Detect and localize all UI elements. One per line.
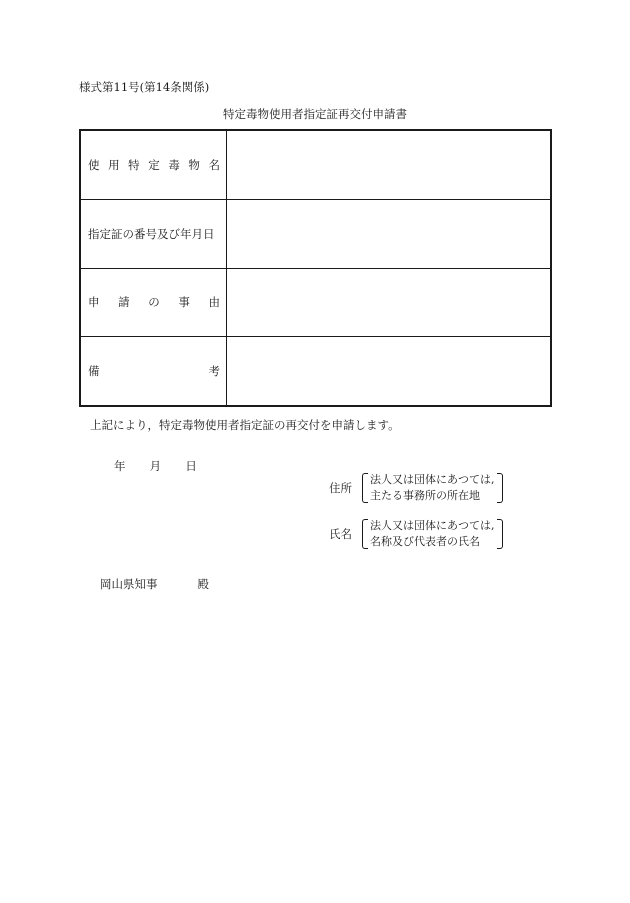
- date-day-label: 日: [185, 459, 197, 473]
- label-char: 用: [108, 157, 120, 172]
- name-note-line1: 法人又は団体にあつては,: [370, 519, 495, 532]
- table-row-poison-name: [81, 131, 550, 200]
- label-char: 備: [88, 364, 100, 379]
- label-char: 請: [118, 295, 130, 310]
- label-char: 使: [88, 157, 100, 172]
- table-row-remarks: [81, 337, 550, 405]
- reason-field[interactable]: [227, 269, 550, 337]
- label-char: 事: [178, 295, 190, 310]
- row-label-remarks: [81, 337, 227, 405]
- address-note: [361, 472, 504, 504]
- label-char: 由: [208, 295, 220, 310]
- addressee: [100, 576, 209, 592]
- table-row-reason: [81, 269, 550, 338]
- label-char: 毒: [168, 157, 180, 172]
- label-char: 考: [208, 364, 220, 379]
- form-number: 様式第11号(第14条関係): [79, 80, 210, 94]
- document-title: 特定毒物使用者指定証再交付申請書: [223, 107, 407, 121]
- certificate-number-field[interactable]: [227, 200, 550, 268]
- label-char: の: [148, 295, 160, 310]
- name-block: [329, 518, 504, 550]
- name-note-line2: 名称及び代表者の氏名: [370, 535, 480, 548]
- poison-name-field[interactable]: [227, 131, 550, 199]
- label-char: 申: [88, 295, 100, 310]
- address-note-line2: 主たる事務所の所在地: [370, 489, 480, 502]
- date-line: [114, 458, 197, 474]
- address-note-line1: 法人又は団体にあつては,: [370, 473, 495, 486]
- name-note: [361, 518, 504, 550]
- row-label-certificate-number: [81, 200, 227, 268]
- application-table: [79, 129, 552, 407]
- label-char: 名: [208, 157, 220, 172]
- address-block: [329, 472, 504, 504]
- row-label-poison-name: [81, 131, 227, 199]
- remarks-field[interactable]: [227, 337, 550, 405]
- date-year-label: 年: [114, 459, 126, 473]
- name-caption: 氏名: [329, 527, 352, 541]
- label-char: 定: [148, 157, 160, 172]
- application-statement: 上記により，特定毒物使用者指定証の再交付を申請します。: [90, 418, 400, 432]
- row-label-reason: [81, 269, 227, 337]
- table-row-certificate-number: [81, 200, 550, 269]
- label-text: 指定証の番号及び年月日: [88, 226, 215, 241]
- label-char: 物: [188, 157, 200, 172]
- address-caption: 住所: [329, 481, 352, 495]
- addressee-name: 岡山県知事: [100, 577, 158, 591]
- date-month-label: 月: [149, 459, 162, 473]
- label-char: 特: [128, 157, 140, 172]
- addressee-honorific: 殿: [197, 577, 209, 591]
